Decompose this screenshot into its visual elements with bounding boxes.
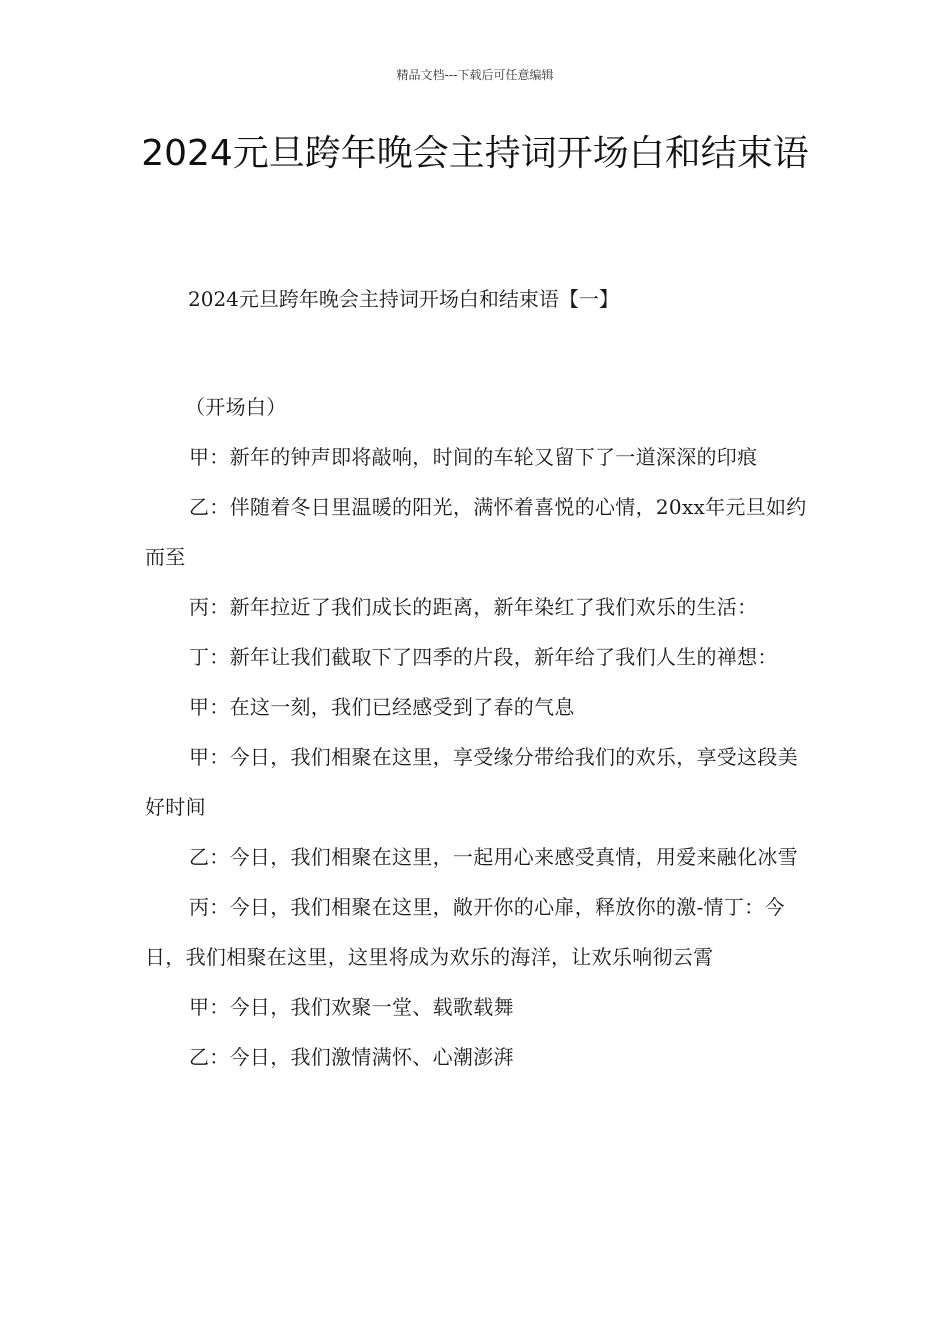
dialogue-line: 甲：新年的钟声即将敲响，时间的车轮又留下了一道深深的印痕 [189, 445, 758, 469]
page-header: 精品文档---下载后可任意编辑 [396, 68, 554, 82]
section-heading: 2024元旦跨年晚会主持词开场白和结束语【一】 [188, 287, 619, 311]
dialogue-line: 丙：新年拉近了我们成长的距离，新年染红了我们欢乐的生活： [189, 595, 758, 619]
dialogue-line: 甲：今日，我们相聚在这里，享受缘分带给我们的欢乐，享受这段美好时间 [145, 745, 798, 819]
script-body [145, 382, 813, 1082]
dialogue-line: 乙：今日，我们激情满怀、心潮澎湃 [189, 1045, 514, 1069]
stage-direction: （开场白） [185, 395, 287, 419]
dialogue-line: 乙：伴随着冬日里温暖的阳光，满怀着喜悦的心情，20xx年元旦如约而至 [145, 495, 807, 569]
dialogue-line: 丁：新年让我们截取下了四季的片段，新年给了我们人生的禅想： [189, 645, 778, 669]
dialogue-line: 乙：今日，我们相聚在这里，一起用心来感受真情，用爱来融化冰雪 [189, 845, 798, 869]
document-title: 2024元旦跨年晚会主持词开场白和结束语 [141, 133, 809, 174]
dialogue-line: 丙：今日，我们相聚在这里，敞开你的心扉，释放你的激-情丁：今日，我们相聚在这里，这里将成为欢乐的海洋，让欢乐响彻云霄 [145, 895, 785, 969]
dialogue-line: 甲：在这一刻，我们已经感受到了春的气息 [189, 695, 575, 719]
dialogue-line: 甲：今日，我们欢聚一堂、载歌载舞 [189, 995, 514, 1019]
